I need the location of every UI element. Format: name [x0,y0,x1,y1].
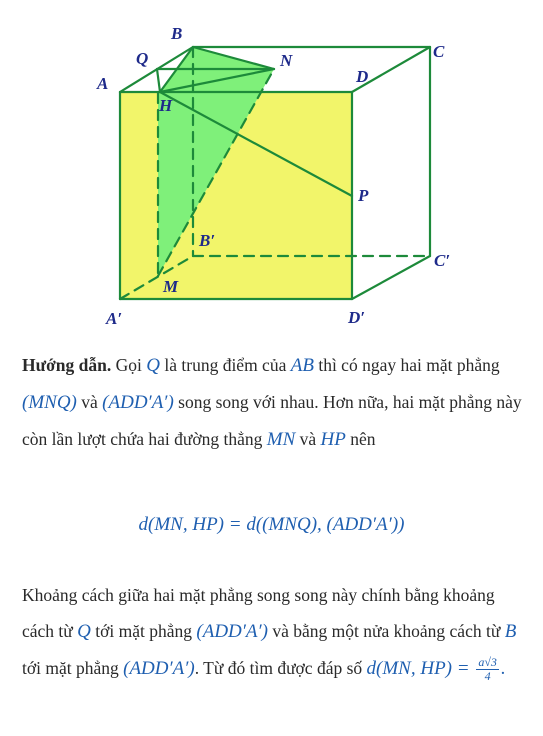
math-plane-ADDA: (ADD′A′) [102,392,174,413]
formula-distance: d(MN, HP) = d((MNQ), (ADD′A′)) [138,514,405,535]
math-MN: MN [266,429,296,450]
fraction-numerator: a√3 [478,655,497,670]
guide-text: Gọi [111,355,147,375]
label-B1: B′ [199,231,216,250]
label-N: N [280,51,293,70]
segment-QH [157,69,160,92]
label-Q: Q [136,49,149,68]
answer-fraction [476,656,499,683]
conclusion-text: tới mặt phẳng [22,658,124,678]
math-Q: Q [77,621,91,642]
conclusion-text: tới mặt phẳng [90,621,197,641]
guide-text: nên [345,429,376,449]
label-P: P [358,186,369,205]
label-C1: C′ [434,251,451,270]
label-M: M [163,277,179,296]
label-H: H [159,96,173,115]
math-HP: HP [320,429,346,450]
conclusion-text: . Từ đó tìm được đáp số [194,658,367,678]
guide-heading: Hướng dẫn. [22,355,112,375]
display-formula [0,513,543,536]
guide-text: thì có ngay hai mặt phẳng [313,355,500,375]
conclusion-paragraph [22,577,527,687]
cube-diagram [0,0,543,340]
label-D: D [356,67,369,86]
conclusion-text: Khoảng cách giữa hai mặt phẳng song song này chính bằng khoảng cách từ [22,585,495,641]
guide-text: và [295,429,321,449]
edge-D1C1 [352,256,430,299]
label-A: A [97,74,109,93]
conclusion-text: và bằng một nửa khoảng cách từ [268,621,505,641]
label-A1: A′ [106,309,123,328]
label-B: B [171,24,183,43]
guide-text: song song với nhau. Hơn nữa, hai mặt phẳng này còn lần lượt chứa hai đường thẳng [22,392,522,449]
math-plane-ADDA: (ADD′A′) [123,658,195,679]
answer-lhs: d(MN, HP) = [366,658,475,679]
answer-period: . [500,658,506,679]
label-D1: D′ [348,308,366,327]
math-plane-ADDA: (ADD′A′) [196,621,269,642]
math-plane-MNQ: (MNQ) [22,392,77,413]
guide-paragraph [22,347,527,458]
label-C: C [433,42,445,61]
fraction-denominator: 4 [484,669,491,684]
cube-figure [0,0,543,340]
guide-text: và [76,392,103,412]
math-AB: AB [290,355,314,376]
guide-text: là trung điểm của [160,355,291,375]
math-B: B [504,621,517,642]
math-Q: Q [146,355,160,376]
